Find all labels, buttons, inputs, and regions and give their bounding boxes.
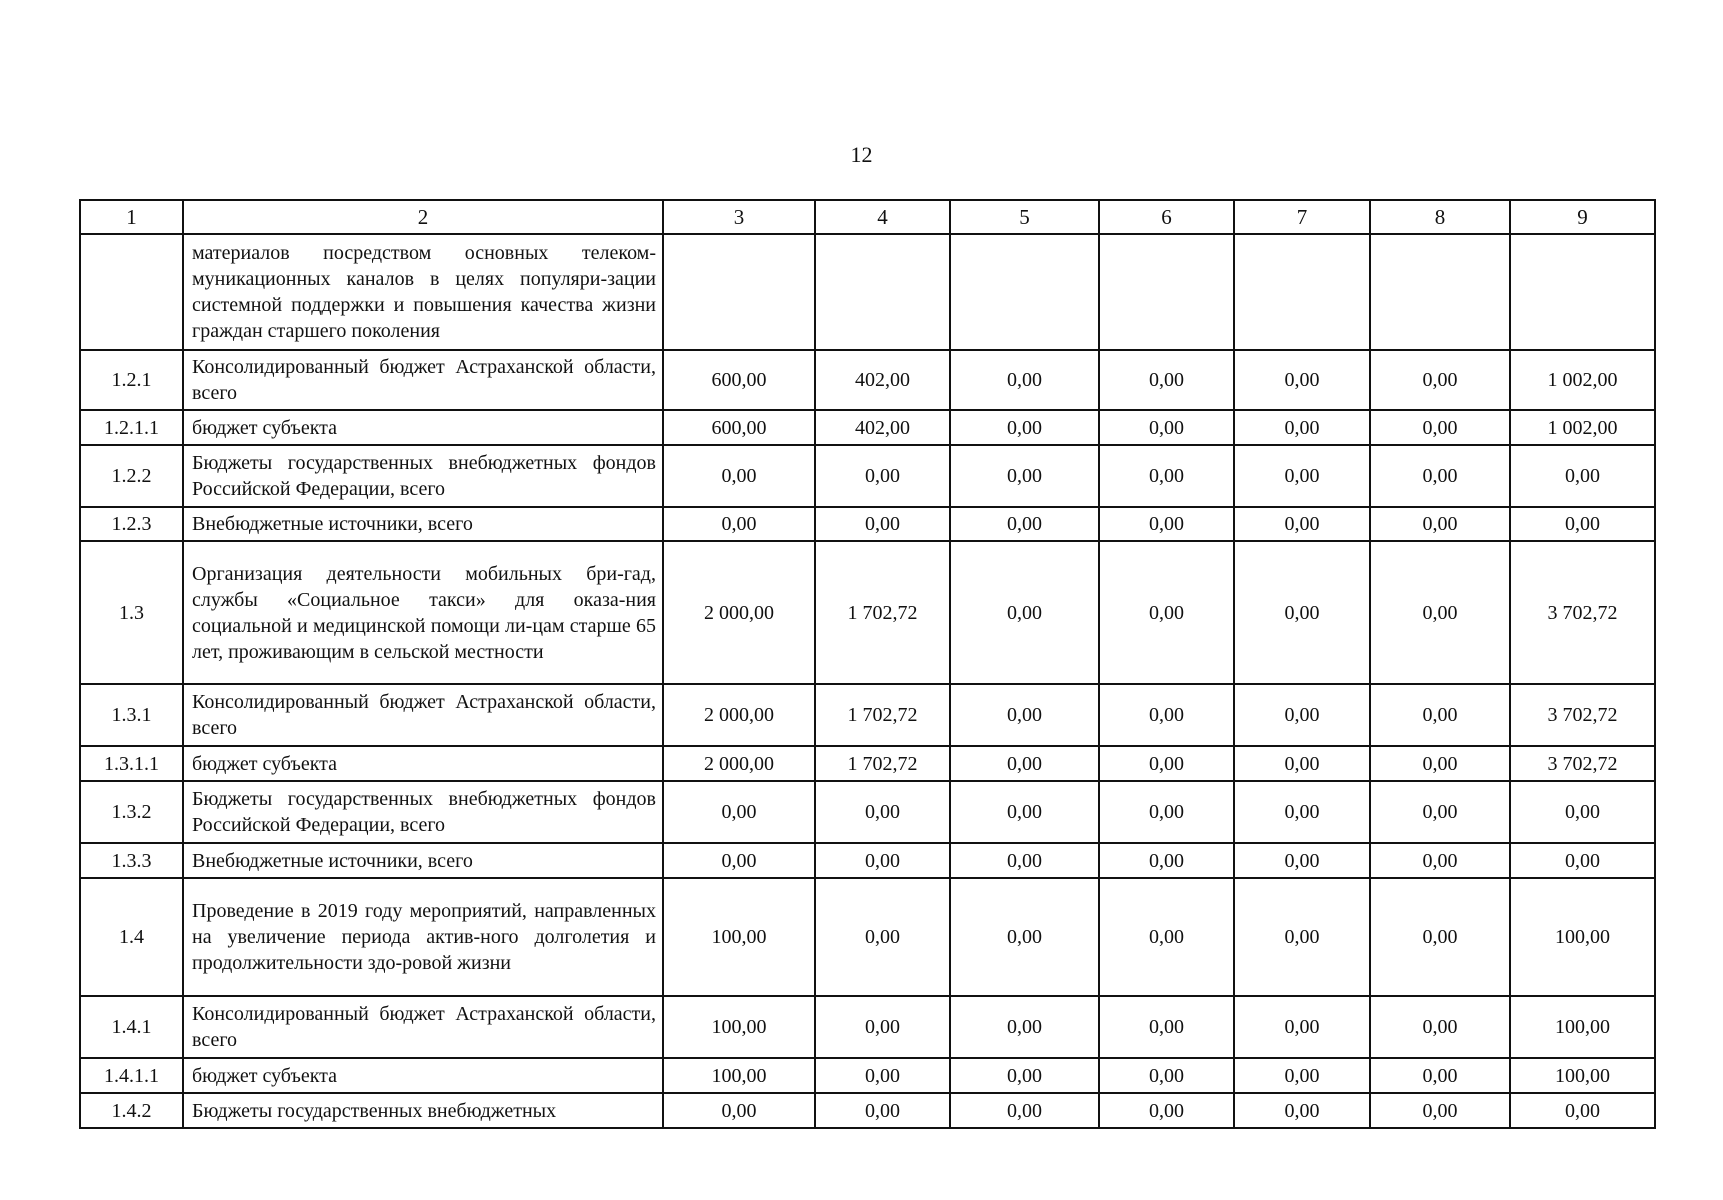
- row-code: [80, 234, 183, 350]
- row-value: 0,00: [1234, 843, 1370, 878]
- row-value: 0,00: [1234, 507, 1370, 541]
- row-value: 0,00: [1234, 1058, 1370, 1093]
- row-code: 1.3.3: [80, 843, 183, 878]
- row-value: 1 002,00: [1510, 350, 1655, 410]
- row-value: 0,00: [1370, 507, 1510, 541]
- row-value: [1099, 234, 1234, 350]
- row-value: 0,00: [1370, 781, 1510, 843]
- table-row: [80, 878, 1655, 996]
- column-header: 2: [183, 200, 663, 234]
- row-value: 0,00: [815, 878, 950, 996]
- row-value: 100,00: [1510, 1058, 1655, 1093]
- row-value: 0,00: [1234, 684, 1370, 746]
- column-header: 1: [80, 200, 183, 234]
- row-value: 3 702,72: [1510, 541, 1655, 684]
- column-header: 4: [815, 200, 950, 234]
- column-header: 6: [1099, 200, 1234, 234]
- table-row: [80, 1058, 1655, 1093]
- row-value: [1234, 234, 1370, 350]
- row-value: 0,00: [1099, 410, 1234, 445]
- row-name: Консолидированный бюджет Астраханской области, всего: [183, 684, 663, 746]
- row-value: 0,00: [950, 410, 1099, 445]
- row-code: 1.4.2: [80, 1093, 183, 1128]
- row-value: 0,00: [815, 843, 950, 878]
- row-value: [1510, 234, 1655, 350]
- row-value: 0,00: [1370, 1058, 1510, 1093]
- row-value: 0,00: [1234, 746, 1370, 781]
- row-value: 0,00: [950, 350, 1099, 410]
- row-name: бюджет субъекта: [183, 1058, 663, 1093]
- row-value: 0,00: [1099, 878, 1234, 996]
- row-code: 1.2.1.1: [80, 410, 183, 445]
- row-name: бюджет субъекта: [183, 410, 663, 445]
- row-value: 402,00: [815, 350, 950, 410]
- row-value: 0,00: [1099, 507, 1234, 541]
- row-value: 100,00: [663, 996, 815, 1058]
- row-value: [1370, 234, 1510, 350]
- table-row: [80, 684, 1655, 746]
- row-value: 0,00: [1370, 684, 1510, 746]
- row-name: Проведение в 2019 году мероприятий, направленных на увеличение периода актив-ного долголетия и продолжительности здо-ровой жизни: [183, 878, 663, 996]
- row-value: 0,00: [1099, 684, 1234, 746]
- row-name: Внебюджетные источники, всего: [183, 843, 663, 878]
- row-value: 2 000,00: [663, 684, 815, 746]
- row-value: 0,00: [950, 843, 1099, 878]
- row-value: 0,00: [1099, 541, 1234, 684]
- row-value: 0,00: [663, 843, 815, 878]
- column-header: 8: [1370, 200, 1510, 234]
- row-code: 1.3.1.1: [80, 746, 183, 781]
- row-value: 0,00: [815, 507, 950, 541]
- table-row: [80, 1093, 1655, 1128]
- row-value: [815, 234, 950, 350]
- row-name: Консолидированный бюджет Астраханской области, всего: [183, 996, 663, 1058]
- table-row: [80, 781, 1655, 843]
- row-code: 1.3.1: [80, 684, 183, 746]
- row-value: 0,00: [1370, 746, 1510, 781]
- row-code: 1.4: [80, 878, 183, 996]
- row-value: [950, 234, 1099, 350]
- row-value: 600,00: [663, 410, 815, 445]
- row-value: 0,00: [950, 878, 1099, 996]
- row-value: 0,00: [1370, 1093, 1510, 1128]
- table-row: [80, 445, 1655, 507]
- row-value: 0,00: [815, 781, 950, 843]
- row-name: Бюджеты государственных внебюджетных: [183, 1093, 663, 1128]
- column-header: 7: [1234, 200, 1370, 234]
- row-value: 0,00: [1370, 996, 1510, 1058]
- table-row: [80, 843, 1655, 878]
- row-value: 1 702,72: [815, 684, 950, 746]
- row-code: 1.4.1: [80, 996, 183, 1058]
- column-header: 5: [950, 200, 1099, 234]
- row-value: 0,00: [950, 507, 1099, 541]
- row-value: 1 702,72: [815, 541, 950, 684]
- row-name: Бюджеты государственных внебюджетных фондов Российской Федерации, всего: [183, 445, 663, 507]
- row-value: 0,00: [950, 781, 1099, 843]
- row-value: 0,00: [1370, 878, 1510, 996]
- row-name: Консолидированный бюджет Астраханской области, всего: [183, 350, 663, 410]
- row-code: 1.2.1: [80, 350, 183, 410]
- row-value: 0,00: [1234, 445, 1370, 507]
- row-value: 100,00: [663, 1058, 815, 1093]
- row-value: 0,00: [1099, 781, 1234, 843]
- row-value: 0,00: [1510, 1093, 1655, 1128]
- row-value: 3 702,72: [1510, 746, 1655, 781]
- row-value: 0,00: [950, 996, 1099, 1058]
- row-value: 0,00: [1370, 541, 1510, 684]
- row-value: 2 000,00: [663, 746, 815, 781]
- row-value: 0,00: [1510, 781, 1655, 843]
- row-code: 1.4.1.1: [80, 1058, 183, 1093]
- row-value: 0,00: [1510, 507, 1655, 541]
- row-value: 1 002,00: [1510, 410, 1655, 445]
- row-value: 0,00: [1370, 445, 1510, 507]
- row-value: 0,00: [1099, 996, 1234, 1058]
- row-value: 0,00: [815, 445, 950, 507]
- row-value: 0,00: [950, 1093, 1099, 1128]
- row-value: 100,00: [1510, 996, 1655, 1058]
- row-value: 0,00: [663, 507, 815, 541]
- row-value: 0,00: [1234, 878, 1370, 996]
- table-row: [80, 410, 1655, 445]
- row-value: 0,00: [950, 746, 1099, 781]
- table-row: [80, 746, 1655, 781]
- row-value: 0,00: [1234, 350, 1370, 410]
- row-value: 0,00: [1099, 1093, 1234, 1128]
- row-value: 0,00: [663, 445, 815, 507]
- header-row: [80, 200, 1655, 234]
- row-value: 0,00: [1099, 1058, 1234, 1093]
- row-name: материалов посредством основных телеком-муникационных каналов в целях популяри-зации системной поддержки и повышения качества жизни граждан старшего поколения: [183, 234, 663, 350]
- column-header: 3: [663, 200, 815, 234]
- row-value: 0,00: [1234, 410, 1370, 445]
- table-row: [80, 996, 1655, 1058]
- row-value: 0,00: [1234, 541, 1370, 684]
- row-value: 0,00: [1234, 1093, 1370, 1128]
- row-value: 0,00: [815, 996, 950, 1058]
- row-value: [663, 234, 815, 350]
- row-value: 0,00: [1099, 350, 1234, 410]
- row-value: 0,00: [663, 781, 815, 843]
- row-value: 0,00: [815, 1093, 950, 1128]
- row-value: 0,00: [815, 1058, 950, 1093]
- row-name: Бюджеты государственных внебюджетных фондов Российской Федерации, всего: [183, 781, 663, 843]
- row-name: Внебюджетные источники, всего: [183, 507, 663, 541]
- row-name: бюджет субъекта: [183, 746, 663, 781]
- row-value: 0,00: [1234, 781, 1370, 843]
- table-row: [80, 234, 1655, 350]
- row-value: 600,00: [663, 350, 815, 410]
- row-code: 1.2.2: [80, 445, 183, 507]
- row-value: 0,00: [1370, 843, 1510, 878]
- row-value: 0,00: [663, 1093, 815, 1128]
- row-value: 0,00: [1370, 350, 1510, 410]
- budget-table: [79, 199, 1656, 1129]
- row-value: 1 702,72: [815, 746, 950, 781]
- row-value: 0,00: [1510, 445, 1655, 507]
- column-header: 9: [1510, 200, 1655, 234]
- row-value: 0,00: [950, 445, 1099, 507]
- row-value: 100,00: [1510, 878, 1655, 996]
- row-code: 1.3.2: [80, 781, 183, 843]
- row-value: 0,00: [1370, 410, 1510, 445]
- row-code: 1.3: [80, 541, 183, 684]
- row-value: 0,00: [1099, 746, 1234, 781]
- row-name: Организация деятельности мобильных бри-гад, службы «Социальное такси» для оказа-ния социальной и медицинской помощи ли-цам старше 65 лет, проживающим в сельской местности: [183, 541, 663, 684]
- row-value: 0,00: [1510, 843, 1655, 878]
- row-value: 2 000,00: [663, 541, 815, 684]
- row-value: 3 702,72: [1510, 684, 1655, 746]
- row-value: 0,00: [1099, 843, 1234, 878]
- row-value: 0,00: [1099, 445, 1234, 507]
- table-row: [80, 350, 1655, 410]
- row-code: 1.2.3: [80, 507, 183, 541]
- row-value: 0,00: [1234, 996, 1370, 1058]
- page-number: 12: [850, 142, 873, 167]
- row-value: 0,00: [950, 541, 1099, 684]
- table-row: [80, 507, 1655, 541]
- row-value: 0,00: [950, 684, 1099, 746]
- row-value: 100,00: [663, 878, 815, 996]
- table-row: [80, 541, 1655, 684]
- row-value: 402,00: [815, 410, 950, 445]
- row-value: 0,00: [950, 1058, 1099, 1093]
